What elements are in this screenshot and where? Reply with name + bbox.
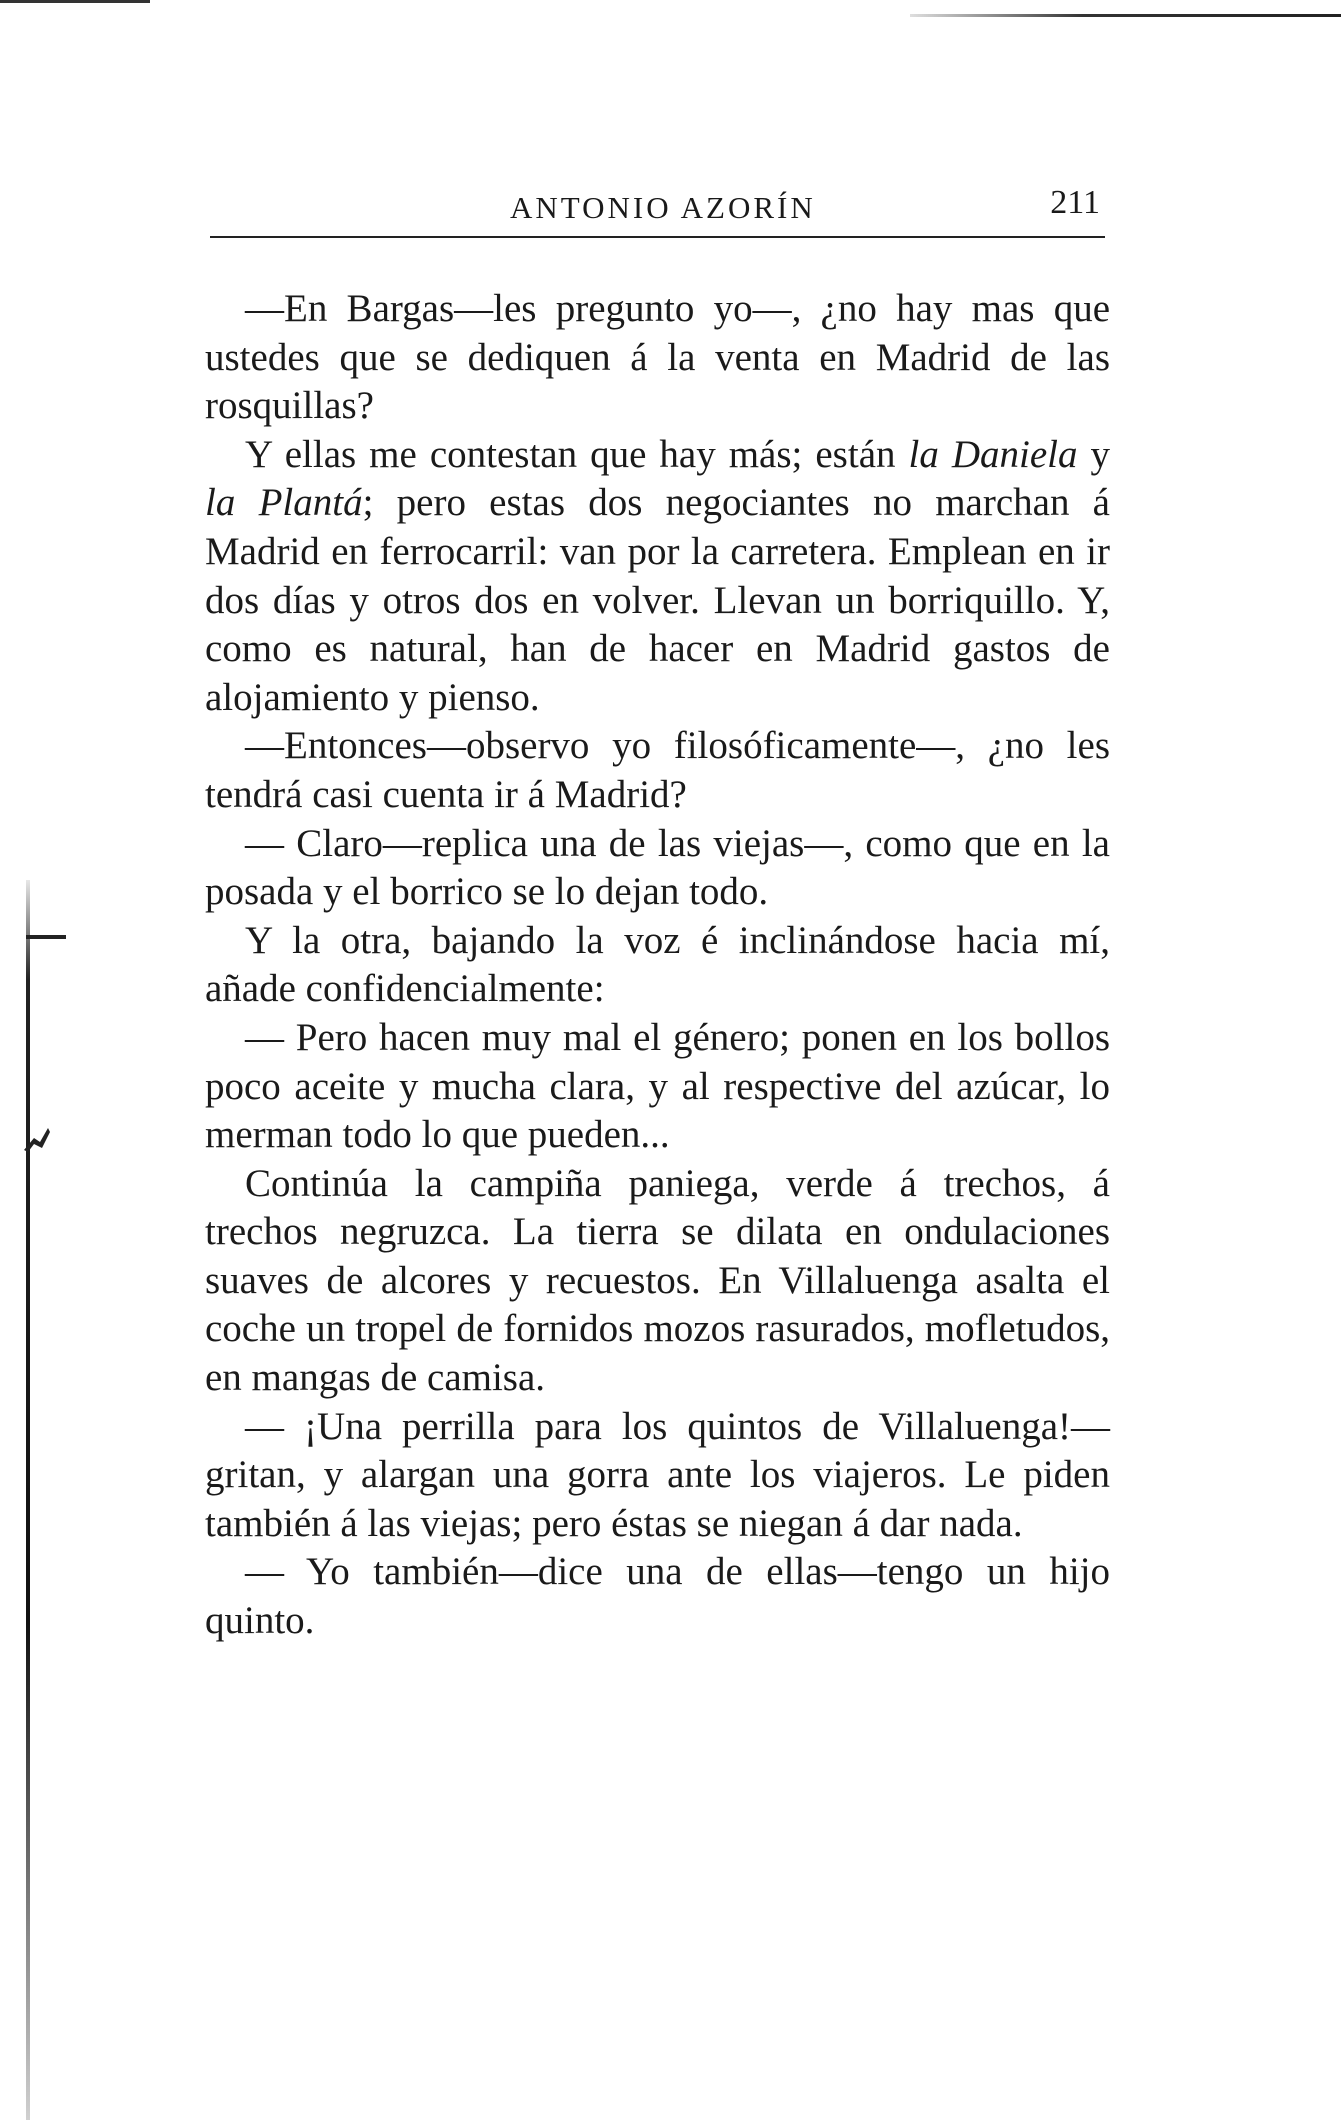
paragraph-2 xyxy=(205,431,1110,723)
paragraph-7: Continúa la campiña paniega, verde á trechos, á trechos negruzca. La tierra se dilata en ondulaciones suaves de alcores y recuestos. En Villaluenga asalta el coche un tropel de fornidos mozos rasurados, mofletudos, en mangas de camisa. xyxy=(205,1161,1110,1400)
paragraph-8: — ¡Una perrilla para los quintos de Villaluenga!—gritan, y alargan una gorra ante los viajeros. Le piden también á las viejas; pero éstas se niegan á dar nada. xyxy=(205,1404,1110,1545)
paragraph-3: —Entonces—observo yo filosóficamente—, ¿no les tendrá casi cuenta ir á Madrid? xyxy=(205,724,1110,816)
page-number: 211 xyxy=(1050,184,1100,221)
paragraph-9: — Yo también—dice una de ellas—tengo un hijo quinto. xyxy=(205,1550,1110,1643)
paragraph-2-rest: ; pero estas dos negociantes no marchan á Madrid en ferrocarril: van por la carretera. Emplean en ir dos días y otros dos en volver. Llevan un borriquillo. Y, como es natural, han de hacer en Madrid gastos de alojamiento y pienso. xyxy=(205,481,1110,719)
scan-binding-edge xyxy=(26,880,30,2120)
scan-edge-line xyxy=(910,14,1341,17)
name-daniela: la Daniela xyxy=(908,432,1078,476)
header-rule xyxy=(210,236,1105,238)
paragraph-6: — Pero hacen muy mal el género; ponen en los bollos poco aceite y mucha clara, y al respective del azúcar, lo merman todo lo que pueden... xyxy=(205,1015,1110,1157)
scan-smudge-icon xyxy=(20,1120,56,1156)
paragraph-2-start: Y ellas me contestan que hay más; están xyxy=(245,432,896,476)
scan-edge-mark xyxy=(0,0,150,3)
paragraph-1: —En Bargas—les pregunto yo—, ¿no hay mas que ustedes que se dediquen á la venta en Madrid de las rosquillas? xyxy=(205,287,1110,428)
running-head-title: ANTONIO AZORÍN xyxy=(510,190,816,225)
paragraph-2-conj: y xyxy=(1090,432,1110,476)
running-head xyxy=(210,180,1110,230)
paragraph-5: Y la otra, bajando la voz é inclinándose hacia mí, añade confidencialmente: xyxy=(205,918,1110,1011)
body-text xyxy=(205,285,1110,1646)
name-planta: la Plantá xyxy=(205,481,363,525)
paragraph-4: — Claro—replica una de las viejas—, como que en la posada y el borrico se lo dejan todo. xyxy=(205,821,1110,914)
scan-binding-tick xyxy=(26,935,66,939)
